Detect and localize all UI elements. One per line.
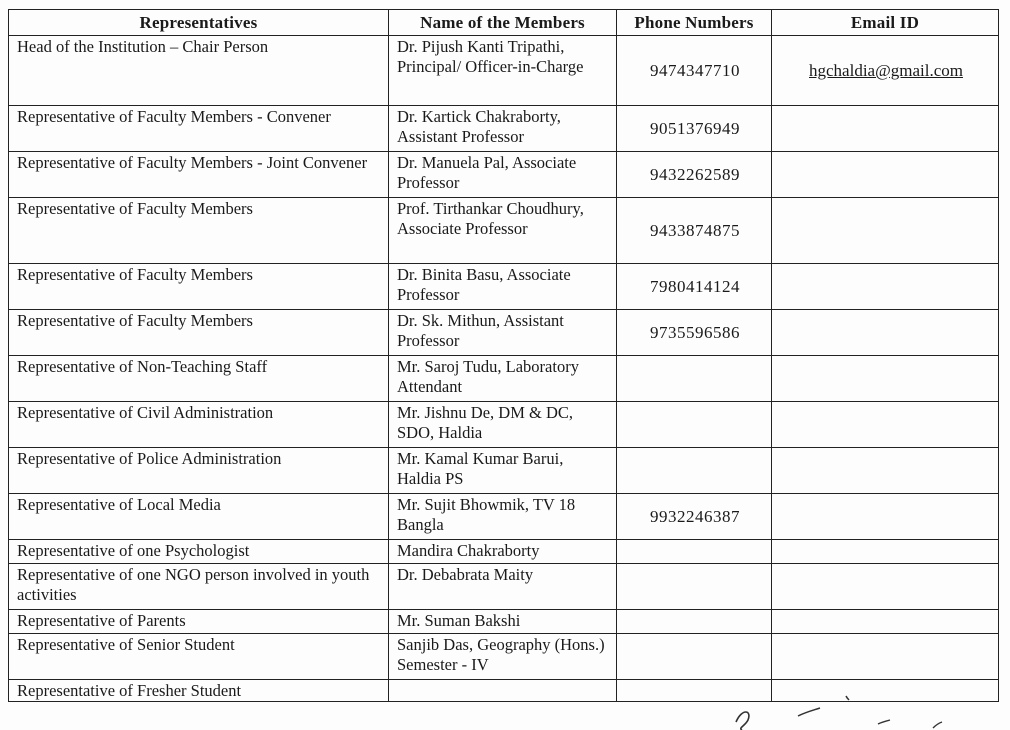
email-cell <box>772 564 999 610</box>
member-cell: Mr. Kamal Kumar Barui, Haldia PS <box>389 448 617 494</box>
email-cell <box>772 448 999 494</box>
rep-cell: Representative of Senior Student <box>9 634 389 680</box>
email-cell <box>772 494 999 540</box>
rep-cell: Representative of Local Media <box>9 494 389 540</box>
member-cell: Dr. Kartick Chakraborty, Assistant Professor <box>389 106 617 152</box>
committee-table <box>8 9 999 702</box>
member-cell: Mr. Jishnu De, DM & DC, SDO, Haldia <box>389 402 617 448</box>
table-row <box>9 448 999 494</box>
rep-cell: Representative of Fresher Student <box>9 680 389 702</box>
phone-cell <box>617 448 772 494</box>
email-cell <box>772 402 999 448</box>
table-row <box>9 36 999 106</box>
member-cell: Dr. Pijush Kanti Tripathi, Principal/ Officer-in-Charge <box>389 36 617 106</box>
table-row <box>9 152 999 198</box>
table-row <box>9 610 999 634</box>
email-cell <box>772 198 999 264</box>
member-cell: Dr. Binita Basu, Associate Professor <box>389 264 617 310</box>
email-link[interactable]: hgchaldia@gmail.com <box>809 61 963 80</box>
table-row <box>9 198 999 264</box>
member-cell: Prof. Tirthankar Choudhury, Associate Professor <box>389 198 617 264</box>
rep-cell: Representative of Non-Teaching Staff <box>9 356 389 402</box>
table-row <box>9 264 999 310</box>
email-cell <box>772 610 999 634</box>
header-members: Name of the Members <box>389 10 617 36</box>
phone-cell: 9735596586 <box>617 310 772 356</box>
member-cell: Mr. Suman Bakshi <box>389 610 617 634</box>
member-cell: Mr. Saroj Tudu, Laboratory Attendant <box>389 356 617 402</box>
phone-cell: 9932246387 <box>617 494 772 540</box>
table-row <box>9 494 999 540</box>
table-header-row <box>9 10 999 36</box>
email-cell[interactable] <box>772 36 999 106</box>
rep-cell: Representative of one NGO person involved in youth activities <box>9 564 389 610</box>
table-row <box>9 310 999 356</box>
header-representatives: Representatives <box>9 10 389 36</box>
member-cell: Sanjib Das, Geography (Hons.) Semester - IV <box>389 634 617 680</box>
phone-cell <box>617 564 772 610</box>
rep-cell: Representative of Faculty Members <box>9 264 389 310</box>
rep-cell: Representative of Police Administration <box>9 448 389 494</box>
rep-cell: Representative of Faculty Members <box>9 198 389 264</box>
signature-scribble <box>728 694 968 730</box>
email-cell <box>772 264 999 310</box>
member-cell: Mandira Chakraborty <box>389 540 617 564</box>
rep-cell: Representative of Faculty Members - Joint Convener <box>9 152 389 198</box>
phone-cell: 9432262589 <box>617 152 772 198</box>
email-cell <box>772 356 999 402</box>
rep-cell: Representative of one Psychologist <box>9 540 389 564</box>
table-row <box>9 540 999 564</box>
email-cell <box>772 634 999 680</box>
email-cell <box>772 106 999 152</box>
table-row <box>9 106 999 152</box>
phone-cell <box>617 634 772 680</box>
header-phone: Phone Numbers <box>617 10 772 36</box>
header-email: Email ID <box>772 10 999 36</box>
rep-cell: Head of the Institution – Chair Person <box>9 36 389 106</box>
member-cell: Mr. Sujit Bhowmik, TV 18 Bangla <box>389 494 617 540</box>
member-cell: Dr. Manuela Pal, Associate Professor <box>389 152 617 198</box>
phone-cell <box>617 402 772 448</box>
phone-cell: 9051376949 <box>617 106 772 152</box>
table-row <box>9 634 999 680</box>
table-row <box>9 564 999 610</box>
member-cell: Dr. Sk. Mithun, Assistant Professor <box>389 310 617 356</box>
phone-cell: 9474347710 <box>617 36 772 106</box>
member-cell: Dr. Debabrata Maity <box>389 564 617 610</box>
phone-cell <box>617 356 772 402</box>
phone-cell <box>617 540 772 564</box>
table-row <box>9 402 999 448</box>
email-cell <box>772 152 999 198</box>
phone-cell: 9433874875 <box>617 198 772 264</box>
email-cell <box>772 310 999 356</box>
table-row <box>9 356 999 402</box>
phone-cell: 7980414124 <box>617 264 772 310</box>
rep-cell: Representative of Parents <box>9 610 389 634</box>
member-cell <box>389 680 617 702</box>
phone-cell <box>617 610 772 634</box>
rep-cell: Representative of Faculty Members <box>9 310 389 356</box>
email-cell <box>772 540 999 564</box>
rep-cell: Representative of Civil Administration <box>9 402 389 448</box>
rep-cell: Representative of Faculty Members - Convener <box>9 106 389 152</box>
